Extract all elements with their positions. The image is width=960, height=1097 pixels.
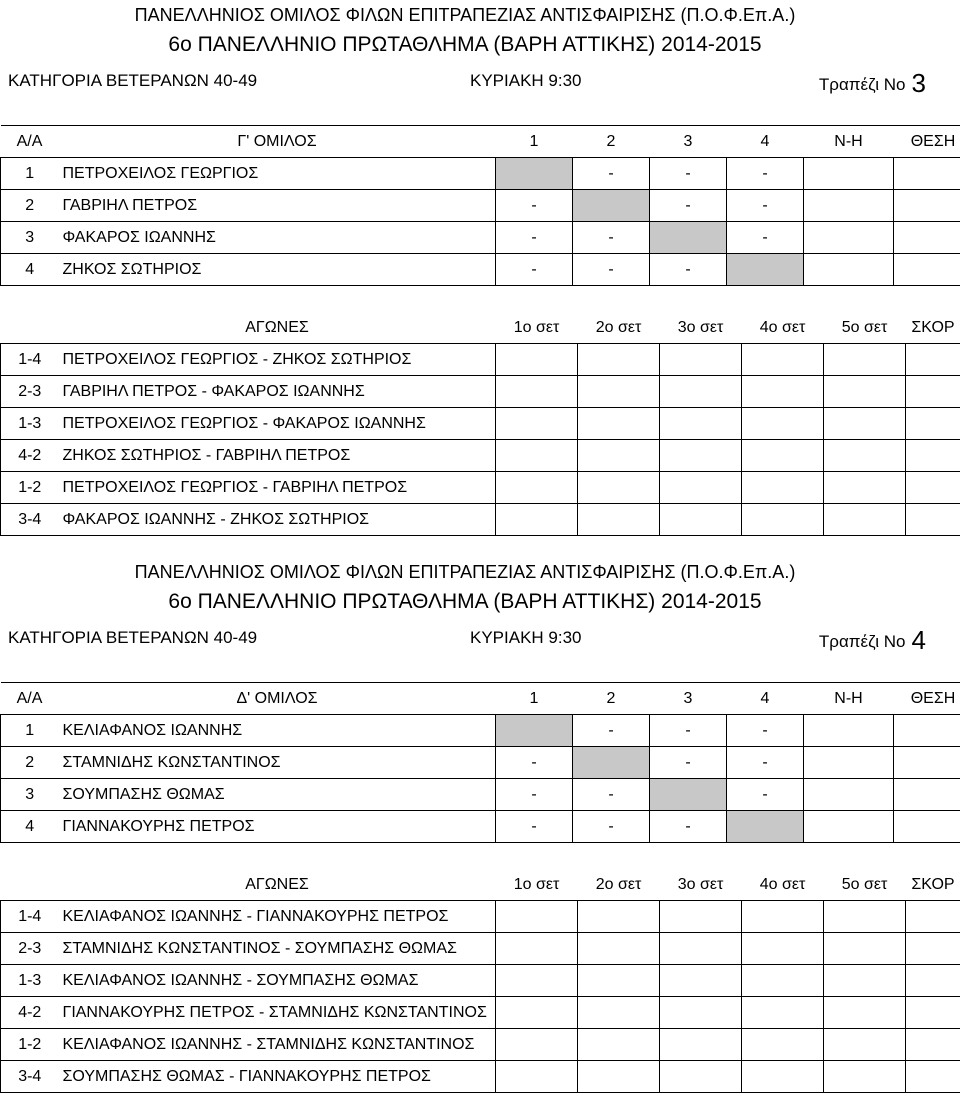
position-cell[interactable] [894,779,960,811]
header-set-2: 2ο σετ [578,312,660,344]
player-index: 1 [1,715,59,747]
wins-losses-cell[interactable] [804,715,894,747]
position-cell[interactable] [894,158,960,190]
group-table [0,125,960,286]
player-index: 4 [1,254,59,286]
wins-losses-cell[interactable] [804,779,894,811]
match-row [1,901,960,933]
table-label-text: Τραπέζι Νο [819,632,906,651]
match-score-cell[interactable] [906,440,960,472]
match-players: ΚΕΛΙΑΦΑΝΟΣ ΙΩΑΝΝΗΣ - ΣΤΑΜΝΙΔΗΣ ΚΩΝΣΤΑΝΤΙΝΟΣ [59,1029,496,1061]
player-name: ΖΗΚΟΣ ΣΩΤΗΡΙΟΣ [59,254,496,286]
position-cell[interactable] [894,811,960,843]
self-match-cell[interactable] [650,222,727,254]
set-score-cell[interactable] [742,440,824,472]
result-cell[interactable]: - [496,254,573,286]
set-score-cell[interactable] [578,1029,660,1061]
set-score-cell[interactable] [578,472,660,504]
set-score-cell[interactable] [824,997,906,1029]
header-set-1: 1ο σετ [496,869,578,901]
match-pair: 4-2 [1,997,59,1029]
self-match-cell[interactable] [496,715,573,747]
set-score-cell[interactable] [660,1061,742,1093]
set-score-cell[interactable] [742,408,824,440]
wins-losses-cell[interactable] [804,811,894,843]
player-name: ΓΑΒΡΙΗΛ ΠΕΤΡΟΣ [59,190,496,222]
header-spacer [1,869,59,901]
match-row [1,1061,960,1093]
set-score-cell[interactable] [742,901,824,933]
match-players: ΠΕΤΡΟΧΕΙΛΟΣ ΓΕΩΡΓΙΟΣ - ΖΗΚΟΣ ΣΩΤΗΡΙΟΣ [59,344,496,376]
player-name: ΦΑΚΑΡΟΣ ΙΩΑΝΝΗΣ [59,222,496,254]
match-players: ΠΕΤΡΟΧΕΙΛΟΣ ΓΕΩΡΓΙΟΣ - ΓΑΒΡΙΗΛ ΠΕΤΡΟΣ [59,472,496,504]
self-match-cell[interactable] [573,747,650,779]
set-score-cell[interactable] [578,440,660,472]
header-opponent-1: 1 [496,126,573,158]
match-row [1,376,960,408]
result-cell[interactable]: - [496,747,573,779]
header-position: ΘΕΣΗ [894,126,960,158]
wins-losses-cell[interactable] [804,747,894,779]
schedule-label: ΚΥΡΙΑΚΗ 9:30 [470,623,582,653]
header-set-3: 3ο σετ [660,312,742,344]
set-score-cell[interactable] [742,472,824,504]
result-cell[interactable]: - [573,811,650,843]
header-set-4: 4ο σετ [742,869,824,901]
result-cell[interactable]: - [650,254,727,286]
player-row [1,715,960,747]
header-opponent-4: 4 [727,126,804,158]
match-score-cell[interactable] [906,933,960,965]
result-cell[interactable]: - [727,779,804,811]
match-row [1,504,960,536]
matches-header-row [1,869,960,901]
match-pair: 1-4 [1,901,59,933]
header-opponent-3: 3 [650,126,727,158]
set-score-cell[interactable] [660,997,742,1029]
match-score-cell[interactable] [906,344,960,376]
set-score-cell[interactable] [660,472,742,504]
set-score-cell[interactable] [578,1061,660,1093]
header-set-5: 5ο σετ [824,869,906,901]
result-cell[interactable]: - [496,779,573,811]
header-opponent-1: 1 [496,683,573,715]
group-header-row [1,683,960,715]
set-score-cell[interactable] [742,1029,824,1061]
set-score-cell[interactable] [578,965,660,997]
matches-table [0,869,960,1093]
player-name: ΠΕΤΡΟΧΕΙΛΟΣ ΓΕΩΡΓΙΟΣ [59,158,496,190]
match-players: ΓΑΒΡΙΗΛ ΠΕΤΡΟΣ - ΦΑΚΑΡΟΣ ΙΩΑΝΝΗΣ [59,376,496,408]
set-score-cell[interactable] [660,376,742,408]
set-score-cell[interactable] [496,1061,578,1093]
set-score-cell[interactable] [742,504,824,536]
federation-title: ΠΑΝΕΛΛΗΝΙΟΣ ΟΜΙΛΟΣ ΦΙΛΩΝ ΕΠΙΤΡΑΠΕΖΙΑΣ ΑΝΤΙΣΦΑΙΡΙΣΗΣ (Π.Ο.Φ.Επ.Α.) [0,557,930,587]
match-row [1,440,960,472]
match-row [1,1029,960,1061]
match-pair: 2-3 [1,933,59,965]
championship-subtitle: 6ο ΠΑΝΕΛΛΗΝΙΟ ΠΡΩΤΑΘΛΗΜΑ (ΒΑΡΗ ΑΤΤΙΚΗΣ) 2014-2015 [0,30,930,60]
player-row [1,222,960,254]
match-players: ΖΗΚΟΣ ΣΩΤΗΡΙΟΣ - ΓΑΒΡΙΗΛ ΠΕΤΡΟΣ [59,440,496,472]
result-cell[interactable]: - [650,158,727,190]
set-score-cell[interactable] [824,408,906,440]
player-row [1,747,960,779]
header-index: Α/Α [1,126,59,158]
result-cell[interactable]: - [727,158,804,190]
result-cell[interactable]: - [727,715,804,747]
header-matches: ΑΓΩΝΕΣ [59,869,496,901]
header-score: ΣΚΟΡ [906,869,960,901]
set-score-cell[interactable] [496,408,578,440]
match-row [1,408,960,440]
self-match-cell[interactable] [573,190,650,222]
header-set-3: 3ο σετ [660,869,742,901]
set-score-cell[interactable] [496,965,578,997]
player-index: 4 [1,811,59,843]
set-score-cell[interactable] [824,933,906,965]
score-sheet [0,0,960,540]
header-set-2: 2ο σετ [578,869,660,901]
matches-header-row [1,312,960,344]
result-cell[interactable]: - [727,222,804,254]
header-wins-losses: Ν-Η [804,683,894,715]
result-cell[interactable]: - [727,747,804,779]
match-pair: 4-2 [1,440,59,472]
match-pair: 1-2 [1,1029,59,1061]
match-score-cell[interactable] [906,965,960,997]
match-score-cell[interactable] [906,504,960,536]
set-score-cell[interactable] [742,965,824,997]
match-players: ΚΕΛΙΑΦΑΝΟΣ ΙΩΑΝΝΗΣ - ΣΟΥΜΠΑΣΗΣ ΘΩΜΑΣ [59,965,496,997]
match-score-cell[interactable] [906,1061,960,1093]
set-score-cell[interactable] [496,901,578,933]
match-row [1,472,960,504]
group-table [0,682,960,843]
set-score-cell[interactable] [496,472,578,504]
set-score-cell[interactable] [660,344,742,376]
header-group-name: Γ' ΟΜΙΛΟΣ [59,126,496,158]
set-score-cell[interactable] [742,933,824,965]
result-cell[interactable]: - [496,190,573,222]
score-sheet [0,557,960,1097]
set-score-cell[interactable] [824,504,906,536]
player-index: 2 [1,747,59,779]
match-players: ΠΕΤΡΟΧΕΙΛΟΣ ΓΕΩΡΓΙΟΣ - ΦΑΚΑΡΟΣ ΙΩΑΝΝΗΣ [59,408,496,440]
match-score-cell[interactable] [906,472,960,504]
result-cell[interactable]: - [496,222,573,254]
self-match-cell[interactable] [650,779,727,811]
set-score-cell[interactable] [578,344,660,376]
set-score-cell[interactable] [824,1061,906,1093]
matches-table [0,312,960,536]
player-name: ΣΟΥΜΠΑΣΗΣ ΘΩΜΑΣ [59,779,496,811]
position-cell[interactable] [894,254,960,286]
set-score-cell[interactable] [660,408,742,440]
header-group-name: Δ' ΟΜΙΛΟΣ [59,683,496,715]
set-score-cell[interactable] [496,1029,578,1061]
set-score-cell[interactable] [660,965,742,997]
result-cell[interactable]: - [573,158,650,190]
match-score-cell[interactable] [906,997,960,1029]
result-cell[interactable]: - [650,715,727,747]
result-cell[interactable]: - [650,747,727,779]
header-opponent-2: 2 [573,126,650,158]
header-set-1: 1ο σετ [496,312,578,344]
wins-losses-cell[interactable] [804,254,894,286]
position-cell[interactable] [894,747,960,779]
set-score-cell[interactable] [578,901,660,933]
position-cell[interactable] [894,222,960,254]
set-score-cell[interactable] [742,1061,824,1093]
header-wins-losses: Ν-Η [804,126,894,158]
set-score-cell[interactable] [660,440,742,472]
set-score-cell[interactable] [578,933,660,965]
header-opponent-3: 3 [650,683,727,715]
result-cell[interactable]: - [573,254,650,286]
set-score-cell[interactable] [496,376,578,408]
set-score-cell[interactable] [742,344,824,376]
player-name: ΣΤΑΜΝΙΔΗΣ ΚΩΝΣΤΑΝΤΙΝΟΣ [59,747,496,779]
match-row [1,344,960,376]
match-pair: 1-3 [1,408,59,440]
player-row [1,254,960,286]
player-index: 2 [1,190,59,222]
result-cell[interactable]: - [650,811,727,843]
championship-subtitle: 6ο ΠΑΝΕΛΛΗΝΙΟ ΠΡΩΤΑΘΛΗΜΑ (ΒΑΡΗ ΑΤΤΙΚΗΣ) 2014-2015 [0,587,930,617]
set-score-cell[interactable] [496,933,578,965]
match-pair: 1-3 [1,965,59,997]
result-cell[interactable]: - [650,190,727,222]
match-players: ΓΙΑΝΝΑΚΟΥΡΗΣ ΠΕΤΡΟΣ - ΣΤΑΜΝΙΔΗΣ ΚΩΝΣΤΑΝΤΙΝΟΣ [59,997,496,1029]
player-row [1,811,960,843]
federation-title: ΠΑΝΕΛΛΗΝΙΟΣ ΟΜΙΛΟΣ ΦΙΛΩΝ ΕΠΙΤΡΑΠΕΖΙΑΣ ΑΝΤΙΣΦΑΙΡΙΣΗΣ (Π.Ο.Φ.Επ.Α.) [0,0,930,30]
set-score-cell[interactable] [496,440,578,472]
result-cell[interactable]: - [496,811,573,843]
set-score-cell[interactable] [824,901,906,933]
header-spacer [1,312,59,344]
player-row [1,779,960,811]
header-opponent-4: 4 [727,683,804,715]
result-cell[interactable]: - [573,222,650,254]
player-row [1,158,960,190]
player-index: 3 [1,779,59,811]
header-score: ΣΚΟΡ [906,312,960,344]
header-matches: ΑΓΩΝΕΣ [59,312,496,344]
category-label: ΚΑΤΗΓΟΡΙΑ ΒΕΤΕΡΑΝΩΝ 40-49 [8,66,257,96]
match-pair: 3-4 [1,504,59,536]
category-label: ΚΑΤΗΓΟΡΙΑ ΒΕΤΕΡΑΝΩΝ 40-49 [8,623,257,653]
player-name: ΚΕΛΙΑΦΑΝΟΣ ΙΩΑΝΝΗΣ [59,715,496,747]
player-index: 1 [1,158,59,190]
set-score-cell[interactable] [496,344,578,376]
match-score-cell[interactable] [906,408,960,440]
position-cell[interactable] [894,190,960,222]
header-set-5: 5ο σετ [824,312,906,344]
match-score-cell[interactable] [906,376,960,408]
set-score-cell[interactable] [578,504,660,536]
set-score-cell[interactable] [660,504,742,536]
match-row [1,997,960,1029]
result-cell[interactable]: - [573,779,650,811]
set-score-cell[interactable] [660,901,742,933]
match-players: ΦΑΚΑΡΟΣ ΙΩΑΝΝΗΣ - ΖΗΚΟΣ ΣΩΤΗΡΙΟΣ [59,504,496,536]
wins-losses-cell[interactable] [804,158,894,190]
set-score-cell[interactable] [824,344,906,376]
set-score-cell[interactable] [578,408,660,440]
match-row [1,965,960,997]
table-label [819,623,926,653]
set-score-cell[interactable] [824,376,906,408]
player-name: ΓΙΑΝΝΑΚΟΥΡΗΣ ΠΕΤΡΟΣ [59,811,496,843]
wins-losses-cell[interactable] [804,190,894,222]
match-row [1,933,960,965]
self-match-cell[interactable] [727,811,804,843]
table-label [819,66,926,96]
match-score-cell[interactable] [906,1029,960,1061]
header-index: Α/Α [1,683,59,715]
set-score-cell[interactable] [742,997,824,1029]
table-number: 3 [912,68,926,98]
match-pair: 1-4 [1,344,59,376]
set-score-cell[interactable] [496,997,578,1029]
wins-losses-cell[interactable] [804,222,894,254]
match-players: ΣΟΥΜΠΑΣΗΣ ΘΩΜΑΣ - ΓΙΑΝΝΑΚΟΥΡΗΣ ΠΕΤΡΟΣ [59,1061,496,1093]
header-set-4: 4ο σετ [742,312,824,344]
table-number: 4 [912,625,926,655]
match-players: ΚΕΛΙΑΦΑΝΟΣ ΙΩΑΝΝΗΣ - ΓΙΑΝΝΑΚΟΥΡΗΣ ΠΕΤΡΟΣ [59,901,496,933]
result-cell[interactable]: - [573,715,650,747]
header-opponent-2: 2 [573,683,650,715]
player-index: 3 [1,222,59,254]
set-score-cell[interactable] [824,440,906,472]
self-match-cell[interactable] [727,254,804,286]
match-pair: 3-4 [1,1061,59,1093]
position-cell[interactable] [894,715,960,747]
schedule-label: ΚΥΡΙΑΚΗ 9:30 [470,66,582,96]
self-match-cell[interactable] [496,158,573,190]
player-row [1,190,960,222]
set-score-cell[interactable] [824,1029,906,1061]
match-score-cell[interactable] [906,901,960,933]
match-players: ΣΤΑΜΝΙΔΗΣ ΚΩΝΣΤΑΝΤΙΝΟΣ - ΣΟΥΜΠΑΣΗΣ ΘΩΜΑΣ [59,933,496,965]
set-score-cell[interactable] [496,504,578,536]
table-label-text: Τραπέζι Νο [819,75,906,94]
set-score-cell[interactable] [578,997,660,1029]
group-header-row [1,126,960,158]
match-pair: 1-2 [1,472,59,504]
set-score-cell[interactable] [660,1029,742,1061]
match-pair: 2-3 [1,376,59,408]
set-score-cell[interactable] [824,965,906,997]
set-score-cell[interactable] [660,933,742,965]
set-score-cell[interactable] [742,376,824,408]
set-score-cell[interactable] [578,376,660,408]
header-position: ΘΕΣΗ [894,683,960,715]
result-cell[interactable]: - [727,190,804,222]
set-score-cell[interactable] [824,472,906,504]
